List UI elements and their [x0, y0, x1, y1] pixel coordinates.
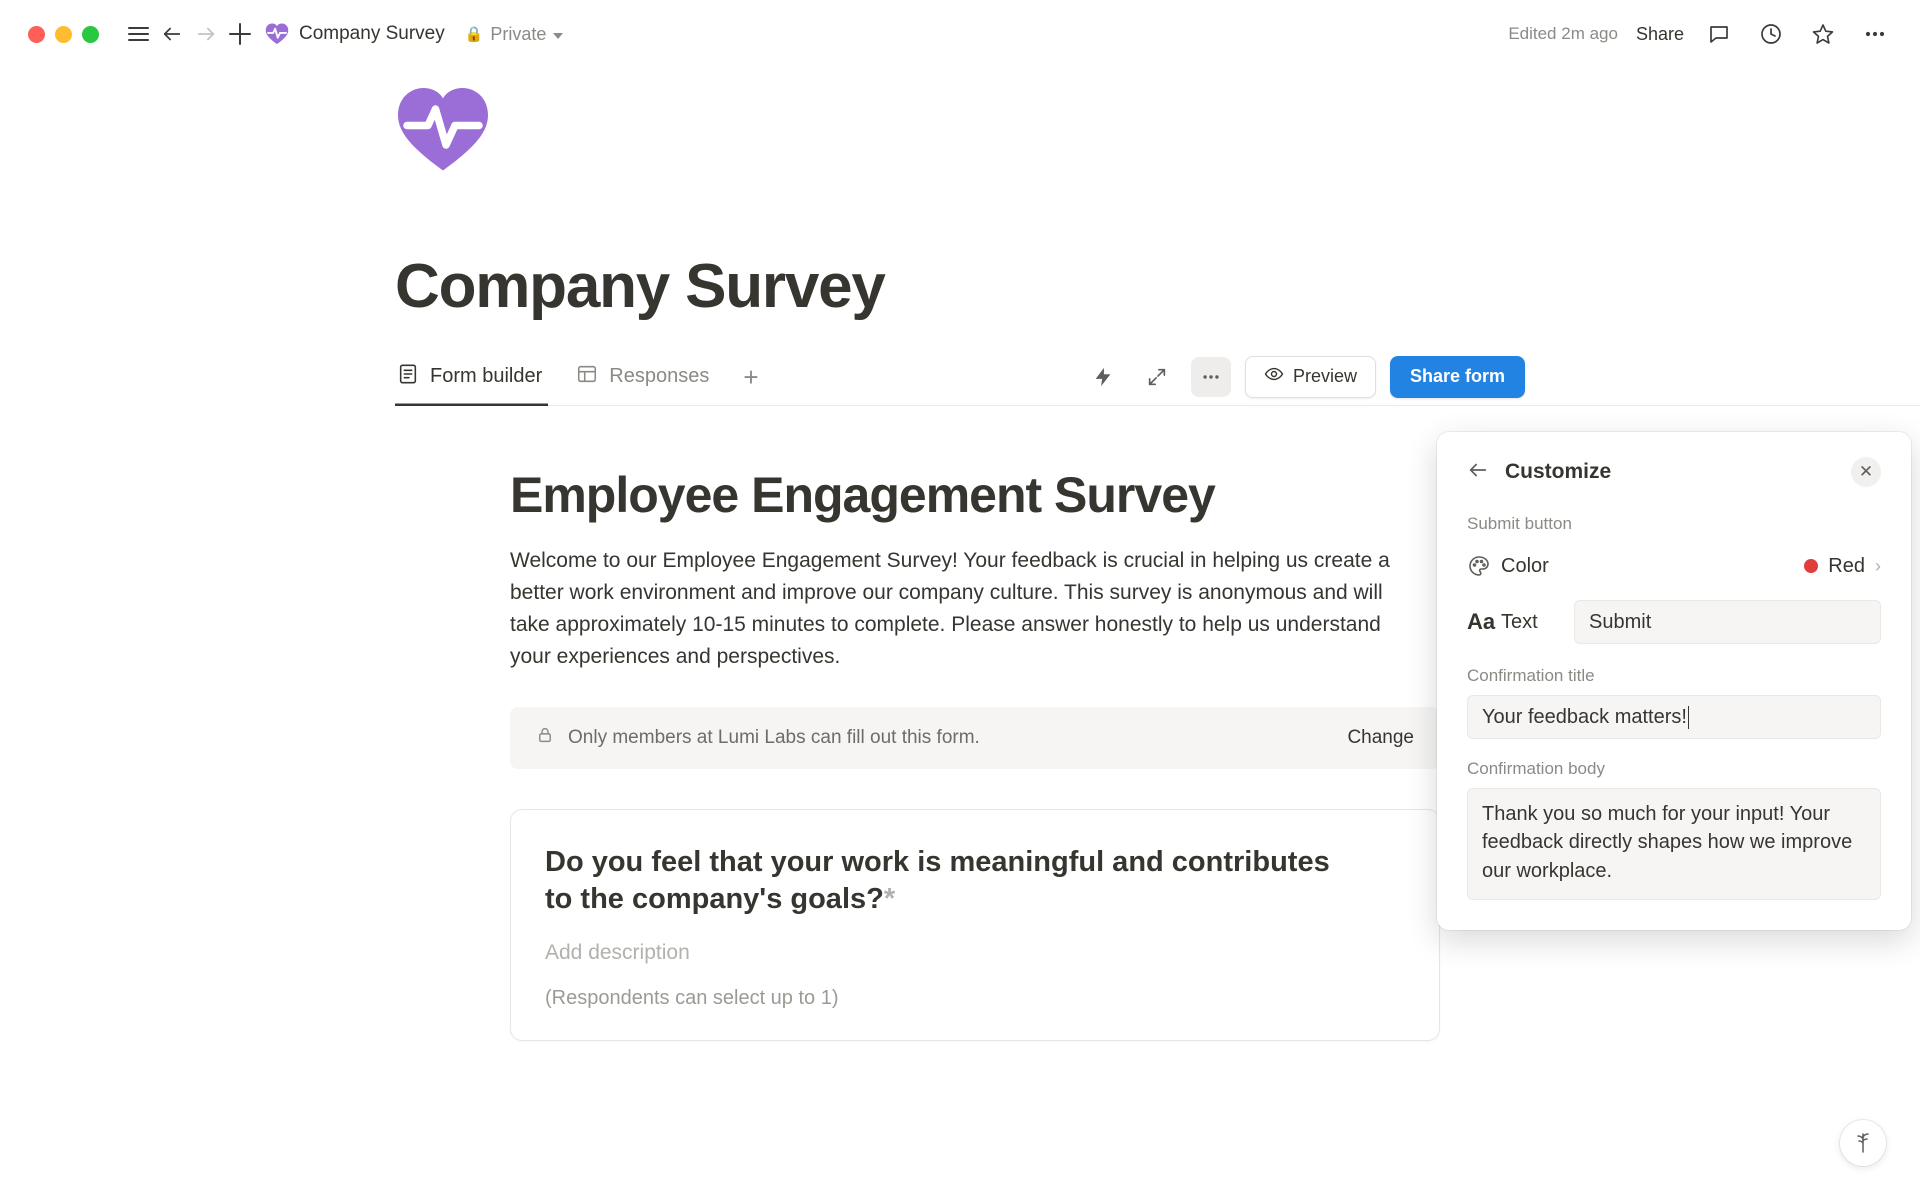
tab-responses-label: Responses: [609, 365, 710, 387]
titlebar-actions: [1508, 17, 1892, 51]
privacy-selector[interactable]: [465, 24, 564, 45]
question-title[interactable]: [545, 844, 1365, 919]
tab-bar-actions: [1083, 356, 1525, 398]
text-caret: [1688, 706, 1690, 729]
confirmation-title-label: Confirmation title: [1467, 666, 1595, 685]
more-options-icon[interactable]: [1858, 17, 1892, 51]
last-edited-label: Edited 2m ago: [1508, 24, 1618, 43]
question-selection-hint: (Respondents can select up to 1): [545, 987, 839, 1009]
form-access-notice-label: Only members at Lumi Labs can fill out this form.: [568, 726, 980, 748]
add-tab-button[interactable]: +: [743, 361, 759, 392]
eye-icon: [1264, 364, 1284, 389]
expand-icon[interactable]: [1137, 357, 1177, 397]
forward-arrow-icon[interactable]: [189, 17, 223, 51]
required-marker: *: [883, 883, 896, 916]
share-button[interactable]: Share: [1635, 23, 1684, 44]
breadcrumb[interactable]: [265, 22, 445, 46]
form-title[interactable]: Employee Engagement Survey: [510, 467, 1215, 523]
page-title: Company Survey: [395, 252, 885, 321]
customize-panel: [1437, 432, 1911, 930]
share-form-button[interactable]: Share form: [1390, 356, 1525, 398]
ellipsis-icon[interactable]: [1191, 357, 1231, 397]
question-description-input[interactable]: Add description: [545, 941, 690, 964]
submit-color-value[interactable]: [1804, 555, 1881, 578]
heartbeat-icon: [265, 22, 289, 46]
form-description[interactable]: Welcome to our Employee Engagement Survey! Your feedback is crucial in helping us create a better work environment and improve our company culture. This survey is anonymous and will take approximately 10-15 minutes to complete. Please answer honestly to help us understand your experiences and perspectives.: [510, 549, 1390, 668]
new-page-plus-icon[interactable]: [223, 17, 257, 51]
submit-text-input[interactable]: Submit: [1574, 600, 1881, 644]
panel-back-arrow-icon[interactable]: [1467, 459, 1489, 486]
assistant-icon[interactable]: [1840, 1120, 1886, 1166]
preview-button-label: Preview: [1292, 366, 1357, 386]
table-icon: [576, 363, 598, 391]
form-access-notice: [510, 707, 1440, 769]
lock-icon: [536, 726, 554, 749]
chevron-down-icon: [553, 33, 563, 39]
tab-bar: [395, 348, 1920, 406]
confirmation-title-input[interactable]: [1467, 695, 1881, 739]
page-body: [0, 68, 1920, 1200]
star-icon[interactable]: [1806, 17, 1840, 51]
tab-form-builder[interactable]: [395, 348, 548, 406]
submit-color-value-label: Red: [1828, 554, 1865, 577]
customize-panel-header: [1467, 450, 1881, 494]
text-format-icon: Aa: [1467, 609, 1496, 634]
clock-icon[interactable]: [1754, 17, 1788, 51]
minimize-window-button[interactable]: [55, 26, 72, 43]
confirmation-body-label: Confirmation body: [1467, 759, 1605, 778]
question-title-text: Do you feel that your work is meaningful and contributes to the company's goals?: [545, 845, 1330, 916]
privacy-label: Private: [490, 23, 547, 44]
submit-text-row[interactable]: [1467, 598, 1881, 646]
preview-button[interactable]: [1245, 356, 1376, 398]
submit-color-label: Color: [1501, 554, 1549, 577]
chevron-right-icon: ›: [1875, 555, 1881, 576]
submit-button-section-label: Submit button: [1467, 514, 1572, 533]
change-access-button[interactable]: Change: [1347, 726, 1414, 748]
lock-icon: 🔒: [464, 26, 484, 43]
window-controls[interactable]: [28, 26, 99, 43]
submit-text-label: Text: [1501, 610, 1538, 633]
window-titlebar: [0, 0, 1920, 68]
submit-color-row[interactable]: [1467, 542, 1881, 590]
confirmation-title-value: Your feedback matters!: [1482, 705, 1687, 728]
back-arrow-icon[interactable]: [155, 17, 189, 51]
tab-responses[interactable]: [574, 348, 715, 406]
confirmation-body-input[interactable]: Thank you so much for your input! Your feedback directly shapes how we improve our workplace.: [1467, 788, 1881, 900]
automation-lightning-icon[interactable]: [1083, 357, 1123, 397]
close-icon[interactable]: ✕: [1851, 457, 1881, 487]
close-window-button[interactable]: [28, 26, 45, 43]
palette-icon: [1467, 554, 1501, 578]
page-heartbeat-icon[interactable]: [395, 84, 491, 176]
breadcrumb-title: Company Survey: [299, 23, 445, 44]
comment-icon[interactable]: [1702, 17, 1736, 51]
color-swatch: [1804, 559, 1818, 573]
maximize-window-button[interactable]: [82, 26, 99, 43]
question-card[interactable]: [510, 809, 1440, 1041]
form-icon: [397, 363, 419, 391]
customize-panel-title: Customize: [1505, 460, 1612, 483]
sidebar-toggle-icon[interactable]: [121, 17, 155, 51]
tab-form-builder-label: Form builder: [430, 365, 543, 387]
